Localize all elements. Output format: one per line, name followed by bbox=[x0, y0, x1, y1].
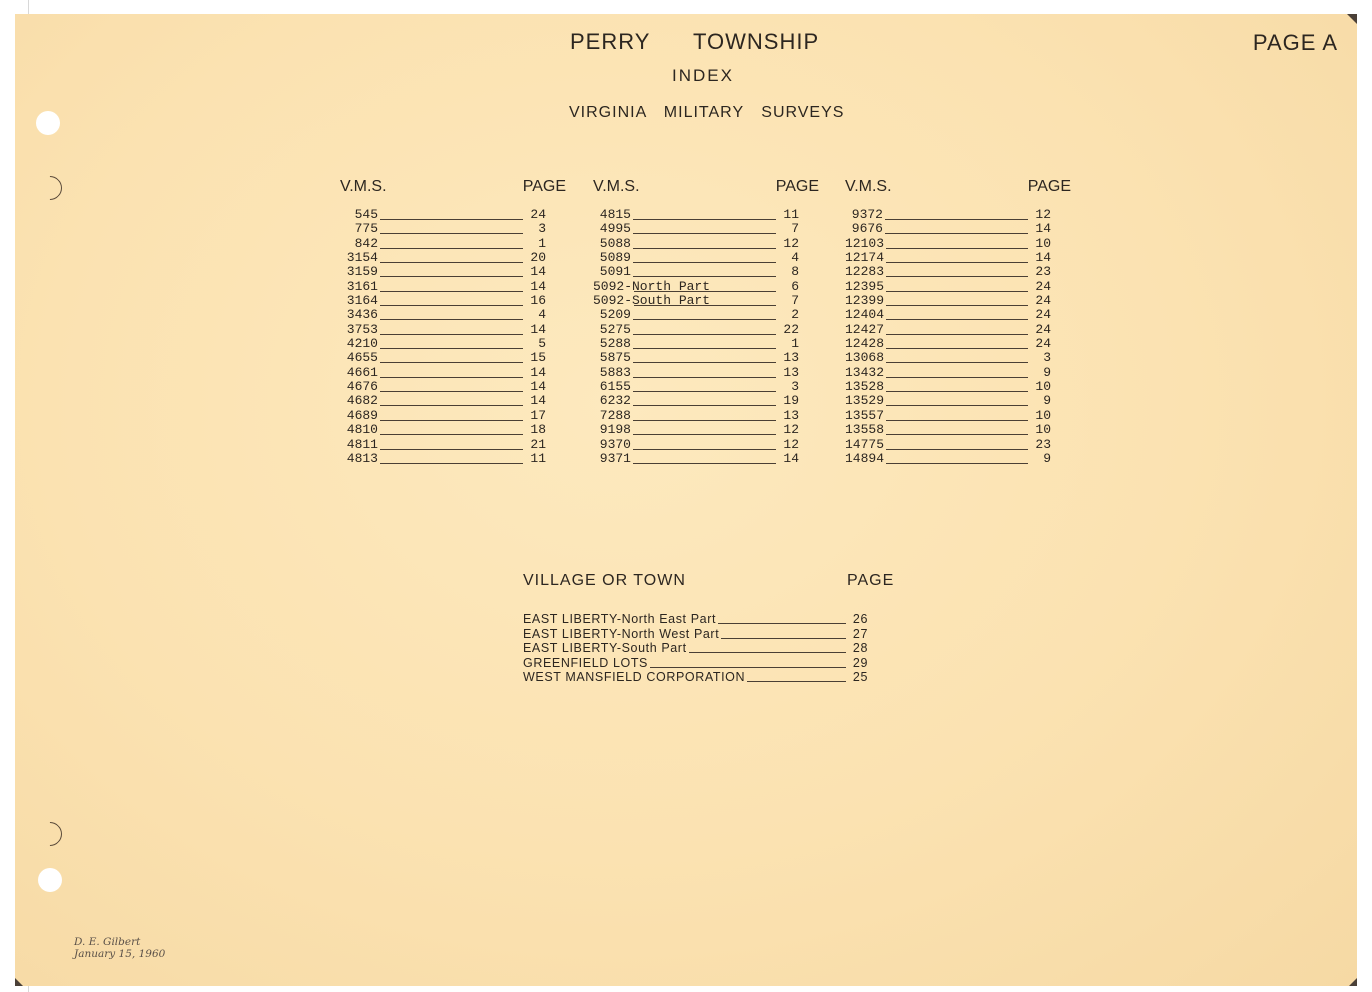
page-number: 24 bbox=[1035, 336, 1051, 352]
vms-number: 4210 bbox=[346, 336, 378, 352]
vms-row bbox=[593, 251, 829, 265]
vms-number: 5092-South Part bbox=[593, 293, 711, 309]
vms-row bbox=[340, 438, 576, 452]
vms-number: 14775 bbox=[845, 436, 885, 452]
leader-line bbox=[633, 276, 776, 277]
page-number: 16 bbox=[530, 293, 546, 309]
leader-line bbox=[886, 319, 1028, 320]
vms-row bbox=[340, 251, 576, 265]
vms-number: 5875 bbox=[599, 350, 631, 366]
village-name: EAST LIBERTY-North West Part bbox=[523, 626, 720, 641]
leader-line bbox=[633, 348, 776, 349]
leader-line bbox=[747, 681, 846, 682]
vms-number: 13529 bbox=[845, 393, 885, 409]
vms-row bbox=[845, 237, 1081, 251]
leader-line bbox=[380, 348, 523, 349]
vms-row bbox=[593, 222, 829, 236]
page-number: 1 bbox=[538, 235, 546, 251]
vms-row bbox=[845, 222, 1081, 236]
leader-line bbox=[886, 305, 1028, 306]
vms-number: 4811 bbox=[346, 436, 378, 452]
leader-line bbox=[380, 362, 523, 363]
vms-number: 4813 bbox=[346, 450, 378, 466]
page-number: 12 bbox=[783, 436, 799, 452]
leader-line bbox=[380, 463, 523, 464]
vms-row bbox=[845, 337, 1081, 351]
vms-row bbox=[845, 351, 1081, 365]
leader-line bbox=[633, 405, 776, 406]
leader-line bbox=[380, 233, 523, 234]
leader-line bbox=[886, 420, 1028, 421]
column-header bbox=[593, 178, 829, 208]
page-number: 15 bbox=[530, 350, 546, 366]
leader-line bbox=[886, 248, 1028, 249]
vms-row bbox=[593, 438, 829, 452]
vms-row bbox=[340, 265, 576, 279]
vms-number: 6232 bbox=[599, 393, 631, 409]
leader-line bbox=[380, 219, 523, 220]
page-number: 10 bbox=[1035, 407, 1051, 423]
page-number: 2 bbox=[791, 307, 799, 323]
vms-number: 3161 bbox=[346, 278, 378, 294]
page-number: 17 bbox=[530, 407, 546, 423]
village-page-header: PAGE bbox=[847, 572, 895, 589]
section-subtitle: VIRGINIA MILITARY SURVEYS bbox=[569, 104, 845, 121]
vms-list bbox=[845, 208, 1081, 466]
vms-row bbox=[593, 380, 829, 394]
vms-number: 9676 bbox=[851, 221, 883, 237]
vms-header: V.M.S. bbox=[593, 178, 640, 195]
vms-number: 13557 bbox=[845, 407, 885, 423]
page-number: 24 bbox=[1035, 278, 1051, 294]
page-number: 4 bbox=[538, 307, 546, 323]
vms-number: 5092-North Part bbox=[593, 278, 711, 294]
vms-number: 12399 bbox=[845, 293, 885, 309]
leader-line bbox=[633, 362, 776, 363]
page-number: 9 bbox=[1043, 450, 1051, 466]
signature-name: D. E. Gilbert bbox=[74, 936, 141, 948]
vms-row bbox=[845, 380, 1081, 394]
punch-hole bbox=[36, 111, 60, 135]
vms-row bbox=[340, 237, 576, 251]
vms-row bbox=[340, 380, 576, 394]
vms-row bbox=[845, 323, 1081, 337]
vms-number: 842 bbox=[354, 235, 378, 251]
leader-line bbox=[886, 348, 1028, 349]
page-number: 9 bbox=[1043, 364, 1051, 380]
leader-line bbox=[886, 362, 1028, 363]
vms-row bbox=[593, 208, 829, 222]
vms-number: 3436 bbox=[346, 307, 378, 323]
page-number: 14 bbox=[530, 264, 546, 280]
vms-number: 5275 bbox=[599, 321, 631, 337]
vms-number: 14894 bbox=[845, 450, 885, 466]
vms-row bbox=[340, 280, 576, 294]
page-number: 14 bbox=[530, 379, 546, 395]
page-number: 6 bbox=[791, 278, 799, 294]
sheet-corner bbox=[15, 978, 23, 986]
vms-number: 9371 bbox=[599, 450, 631, 466]
vms-row bbox=[593, 452, 829, 466]
vms-column-2 bbox=[593, 178, 829, 466]
page-number: 18 bbox=[530, 422, 546, 438]
vms-row bbox=[340, 423, 576, 437]
vms-column-3 bbox=[845, 178, 1081, 466]
vms-row bbox=[340, 294, 576, 308]
vms-number: 12103 bbox=[845, 235, 885, 251]
vms-number: 9198 bbox=[599, 422, 631, 438]
sheet-corner bbox=[1347, 14, 1357, 24]
leader-line bbox=[633, 219, 776, 220]
page-number: 12 bbox=[783, 422, 799, 438]
page-number: 3 bbox=[1043, 350, 1051, 366]
vms-row bbox=[593, 323, 829, 337]
village-name: WEST MANSFIELD CORPORATION bbox=[523, 670, 746, 684]
page-number: 1 bbox=[791, 336, 799, 352]
vms-list bbox=[593, 208, 829, 466]
vms-row bbox=[845, 423, 1081, 437]
leader-line bbox=[633, 391, 776, 392]
leader-line bbox=[380, 319, 523, 320]
page-label: PAGE A bbox=[1252, 30, 1338, 55]
leader-line bbox=[380, 420, 523, 421]
vms-row bbox=[340, 452, 576, 466]
vms-number: 5089 bbox=[599, 250, 631, 266]
township-word: TOWNSHIP bbox=[693, 29, 820, 54]
leader-line bbox=[380, 276, 523, 277]
vms-row bbox=[845, 394, 1081, 408]
leader-line bbox=[885, 219, 1028, 220]
vms-row bbox=[593, 423, 829, 437]
leader-line bbox=[634, 305, 776, 306]
vms-number: 13432 bbox=[845, 364, 885, 380]
vms-number: 4689 bbox=[346, 407, 378, 423]
page-number: 11 bbox=[530, 450, 546, 466]
page-number: 29 bbox=[852, 655, 868, 670]
vms-row bbox=[593, 366, 829, 380]
page-number: 22 bbox=[783, 321, 799, 337]
page-number: 14 bbox=[1035, 221, 1051, 237]
vms-row bbox=[845, 294, 1081, 308]
vms-row bbox=[593, 308, 829, 322]
page-number: 3 bbox=[538, 221, 546, 237]
village-row bbox=[523, 627, 868, 641]
page-number: 11 bbox=[783, 207, 799, 222]
vms-number: 3753 bbox=[346, 321, 378, 337]
leader-line bbox=[886, 391, 1028, 392]
vms-number: 9370 bbox=[599, 436, 631, 452]
vms-row bbox=[593, 265, 829, 279]
vms-row bbox=[340, 208, 576, 222]
vms-row bbox=[340, 351, 576, 365]
page-number: 26 bbox=[852, 612, 868, 626]
leader-line bbox=[380, 248, 523, 249]
leader-line bbox=[633, 233, 776, 234]
page-header: PAGE bbox=[775, 178, 819, 195]
vms-row bbox=[593, 409, 829, 423]
column-header bbox=[340, 178, 576, 208]
page-number: 9 bbox=[1043, 393, 1051, 409]
vms-row bbox=[845, 438, 1081, 452]
page-header: PAGE bbox=[522, 178, 566, 195]
vms-number: 4682 bbox=[346, 393, 378, 409]
vms-row bbox=[845, 308, 1081, 322]
leader-line bbox=[886, 334, 1028, 335]
column-header bbox=[845, 178, 1081, 208]
page-number: 23 bbox=[1035, 436, 1051, 452]
vms-row bbox=[340, 337, 576, 351]
leader-line bbox=[380, 305, 523, 306]
page-number: 14 bbox=[530, 321, 546, 337]
vms-row bbox=[340, 394, 576, 408]
signature-date: January 15, 1960 bbox=[74, 948, 166, 960]
punch-hole bbox=[38, 868, 62, 892]
leader-line bbox=[886, 463, 1028, 464]
vms-row bbox=[845, 208, 1081, 222]
vms-number: 5091 bbox=[599, 264, 631, 280]
village-row bbox=[523, 641, 868, 655]
vms-number: 4810 bbox=[346, 422, 378, 438]
page-number: 19 bbox=[783, 393, 799, 409]
leader-line bbox=[380, 405, 523, 406]
page-number: 24 bbox=[530, 207, 546, 222]
village-name: EAST LIBERTY-North East Part bbox=[523, 612, 717, 626]
leader-line bbox=[886, 291, 1028, 292]
village-name: GREENFIELD LOTS bbox=[523, 655, 648, 670]
vms-header: V.M.S. bbox=[340, 178, 387, 195]
page-number: 14 bbox=[530, 278, 546, 294]
page-number: 7 bbox=[791, 293, 799, 309]
vms-number: 5209 bbox=[599, 307, 631, 323]
vms-row bbox=[593, 280, 829, 294]
page-number: 24 bbox=[1035, 293, 1051, 309]
page-number: 12 bbox=[1035, 207, 1051, 222]
page-number: 4 bbox=[791, 250, 799, 266]
page-number: 5 bbox=[538, 336, 546, 352]
vms-number: 12427 bbox=[845, 321, 885, 337]
leader-line bbox=[380, 377, 523, 378]
leader-line bbox=[633, 449, 776, 450]
leader-line bbox=[633, 377, 776, 378]
vms-row bbox=[593, 337, 829, 351]
page-number: 24 bbox=[1035, 321, 1051, 337]
vms-number: 545 bbox=[354, 207, 378, 222]
vms-row bbox=[845, 265, 1081, 279]
leader-line bbox=[886, 377, 1028, 378]
page-number: 12 bbox=[783, 235, 799, 251]
page-number: 13 bbox=[783, 364, 799, 380]
vms-number: 13068 bbox=[845, 350, 885, 366]
page-number: 20 bbox=[530, 250, 546, 266]
village-row bbox=[523, 656, 868, 670]
sheet-corner bbox=[1349, 978, 1357, 986]
leader-line bbox=[886, 262, 1028, 263]
page-number: 3 bbox=[791, 379, 799, 395]
vms-number: 12404 bbox=[845, 307, 885, 323]
page-header: PAGE bbox=[1027, 178, 1071, 195]
vms-row bbox=[593, 351, 829, 365]
vms-column-1 bbox=[340, 178, 576, 466]
vms-row bbox=[340, 308, 576, 322]
vms-number: 9372 bbox=[851, 207, 883, 222]
page-number: 27 bbox=[852, 626, 868, 641]
leader-line bbox=[885, 233, 1028, 234]
leader-line bbox=[633, 434, 776, 435]
leader-line bbox=[721, 638, 846, 639]
village-header: VILLAGE OR TOWN bbox=[523, 572, 686, 589]
vms-number: 775 bbox=[354, 221, 378, 237]
leader-line bbox=[380, 449, 523, 450]
leader-line bbox=[633, 248, 776, 249]
page-number: 10 bbox=[1035, 235, 1051, 251]
vms-number: 3159 bbox=[346, 264, 378, 280]
vms-row bbox=[340, 366, 576, 380]
village-name: EAST LIBERTY-South Part bbox=[523, 641, 687, 655]
vms-number: 4676 bbox=[346, 379, 378, 395]
page-number: 10 bbox=[1035, 379, 1051, 395]
page-number: 28 bbox=[852, 641, 868, 655]
leader-line bbox=[380, 334, 523, 335]
leader-line bbox=[633, 420, 776, 421]
vms-number: 4995 bbox=[599, 221, 631, 237]
leader-line bbox=[886, 276, 1028, 277]
leader-line bbox=[886, 449, 1028, 450]
vms-row bbox=[340, 323, 576, 337]
vms-row bbox=[845, 366, 1081, 380]
vms-row bbox=[340, 409, 576, 423]
index-heading: INDEX bbox=[672, 66, 734, 85]
vms-row bbox=[340, 222, 576, 236]
page-number: 13 bbox=[783, 407, 799, 423]
vms-number: 4815 bbox=[599, 207, 631, 222]
leader-line bbox=[886, 405, 1028, 406]
page-number: 10 bbox=[1035, 422, 1051, 438]
page-number: 14 bbox=[1035, 250, 1051, 266]
vms-number: 3154 bbox=[346, 250, 378, 266]
vms-number: 5288 bbox=[599, 336, 631, 352]
page-number: 14 bbox=[783, 450, 799, 466]
page-number: 8 bbox=[791, 264, 799, 280]
page-number: 23 bbox=[1035, 264, 1051, 280]
vms-number: 7288 bbox=[599, 407, 631, 423]
vms-row bbox=[845, 251, 1081, 265]
vms-header: V.M.S. bbox=[845, 178, 892, 195]
vms-number: 12283 bbox=[845, 264, 885, 280]
page-number: 24 bbox=[1035, 307, 1051, 323]
leader-line bbox=[633, 334, 776, 335]
vms-number: 4661 bbox=[346, 364, 378, 380]
vms-row bbox=[845, 280, 1081, 294]
vms-number: 13528 bbox=[845, 379, 885, 395]
vms-number: 5883 bbox=[599, 364, 631, 380]
vms-number: 6155 bbox=[599, 379, 631, 395]
leader-line bbox=[718, 623, 846, 624]
vms-number: 13558 bbox=[845, 422, 885, 438]
township-name: PERRY bbox=[570, 29, 651, 54]
leader-line bbox=[380, 391, 523, 392]
vms-row bbox=[593, 394, 829, 408]
vms-row bbox=[845, 409, 1081, 423]
vms-number: 12395 bbox=[845, 278, 885, 294]
page-number: 25 bbox=[852, 670, 868, 684]
vms-row bbox=[593, 294, 829, 308]
vms-number: 4655 bbox=[346, 350, 378, 366]
vms-row bbox=[593, 237, 829, 251]
leader-line bbox=[689, 652, 846, 653]
index-sheet bbox=[15, 14, 1357, 986]
page-number: 21 bbox=[530, 436, 546, 452]
page-number: 14 bbox=[530, 364, 546, 380]
vms-row bbox=[845, 452, 1081, 466]
vms-number: 12174 bbox=[845, 250, 885, 266]
signature bbox=[74, 936, 165, 960]
leader-line bbox=[380, 291, 523, 292]
leader-line bbox=[650, 667, 846, 668]
page-number: 13 bbox=[783, 350, 799, 366]
vms-number: 12428 bbox=[845, 336, 885, 352]
vms-list bbox=[340, 208, 576, 466]
leader-line bbox=[634, 291, 776, 292]
leader-line bbox=[886, 434, 1028, 435]
vms-number: 5088 bbox=[599, 235, 631, 251]
leader-line bbox=[633, 463, 776, 464]
leader-line bbox=[633, 319, 776, 320]
vms-number: 3164 bbox=[346, 293, 378, 309]
village-row bbox=[523, 612, 868, 626]
leader-line bbox=[380, 434, 523, 435]
leader-line bbox=[380, 262, 523, 263]
page-number: 14 bbox=[530, 393, 546, 409]
leader-line bbox=[633, 262, 776, 263]
village-row bbox=[523, 670, 868, 684]
page-number: 7 bbox=[791, 221, 799, 237]
